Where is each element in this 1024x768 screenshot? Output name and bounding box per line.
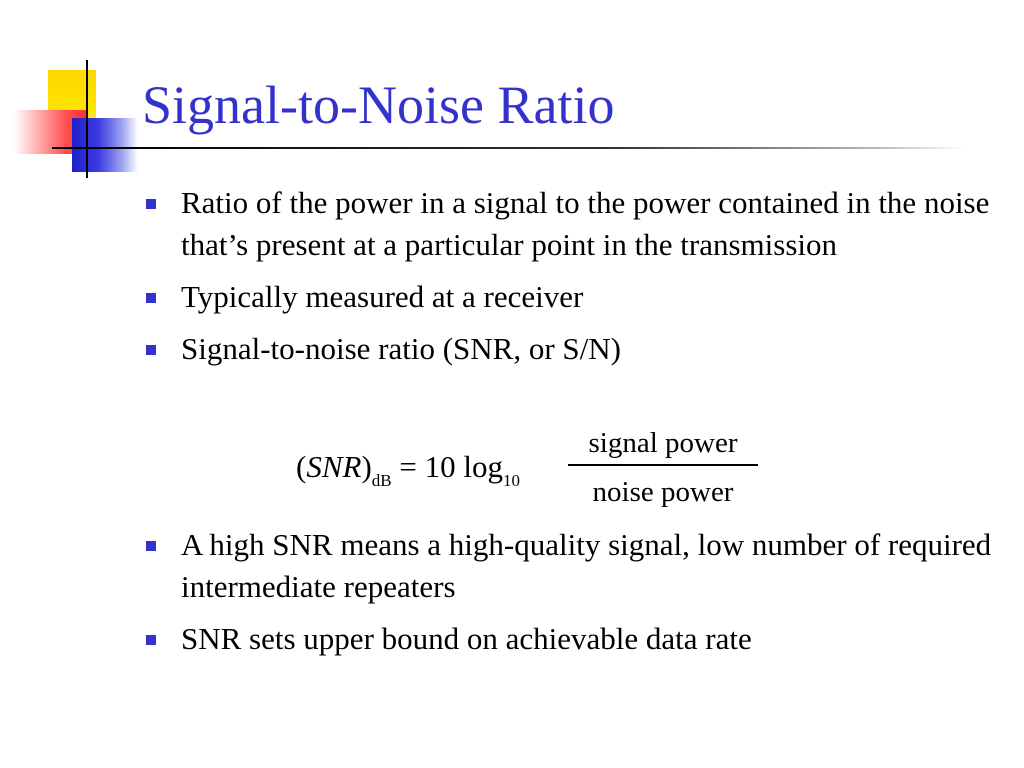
logo-vertical-line	[86, 60, 88, 178]
bullet-text: A high SNR means a high-quality signal, low number of required intermediate repeaters	[181, 527, 992, 604]
eq-log-base: 10	[502, 471, 520, 490]
eq-fraction-bar	[568, 464, 758, 466]
eq-subscript-db: dB	[371, 471, 392, 490]
eq-open-paren: (	[296, 449, 307, 484]
eq-denominator: noise power	[592, 476, 734, 508]
bullet-item	[146, 182, 1006, 266]
square-bullet-icon	[146, 199, 156, 209]
bullet-item	[146, 618, 1006, 660]
slide-title: Signal-to-Noise Ratio	[142, 75, 615, 135]
slide-logo-decoration	[0, 0, 150, 190]
snr-equation	[296, 425, 766, 515]
title-underline	[88, 147, 968, 149]
square-bullet-icon	[146, 635, 156, 645]
square-bullet-icon	[146, 345, 156, 355]
bullet-list-top	[146, 182, 1006, 380]
equation-fraction	[568, 425, 758, 510]
eq-close-paren: )	[361, 449, 372, 484]
logo-blue-square	[72, 118, 138, 172]
equation-lhs	[296, 449, 520, 490]
eq-variable: SNR	[306, 449, 362, 484]
bullet-text: Typically measured at a receiver	[181, 279, 584, 314]
eq-numerator: signal power	[588, 427, 738, 459]
bullet-item	[146, 328, 1006, 370]
square-bullet-icon	[146, 541, 156, 551]
square-bullet-icon	[146, 293, 156, 303]
bullet-text: Signal-to-noise ratio (SNR, or S/N)	[181, 331, 621, 366]
bullet-text: Ratio of the power in a signal to the power contained in the noise that’s present at a particular point in the transmission	[181, 185, 990, 262]
bullet-item	[146, 276, 1006, 318]
bullet-list-bottom	[146, 524, 1006, 670]
bullet-text: SNR sets upper bound on achievable data rate	[181, 621, 752, 656]
bullet-item	[146, 524, 1006, 608]
eq-equals-coeff: = 10 log	[391, 449, 503, 484]
